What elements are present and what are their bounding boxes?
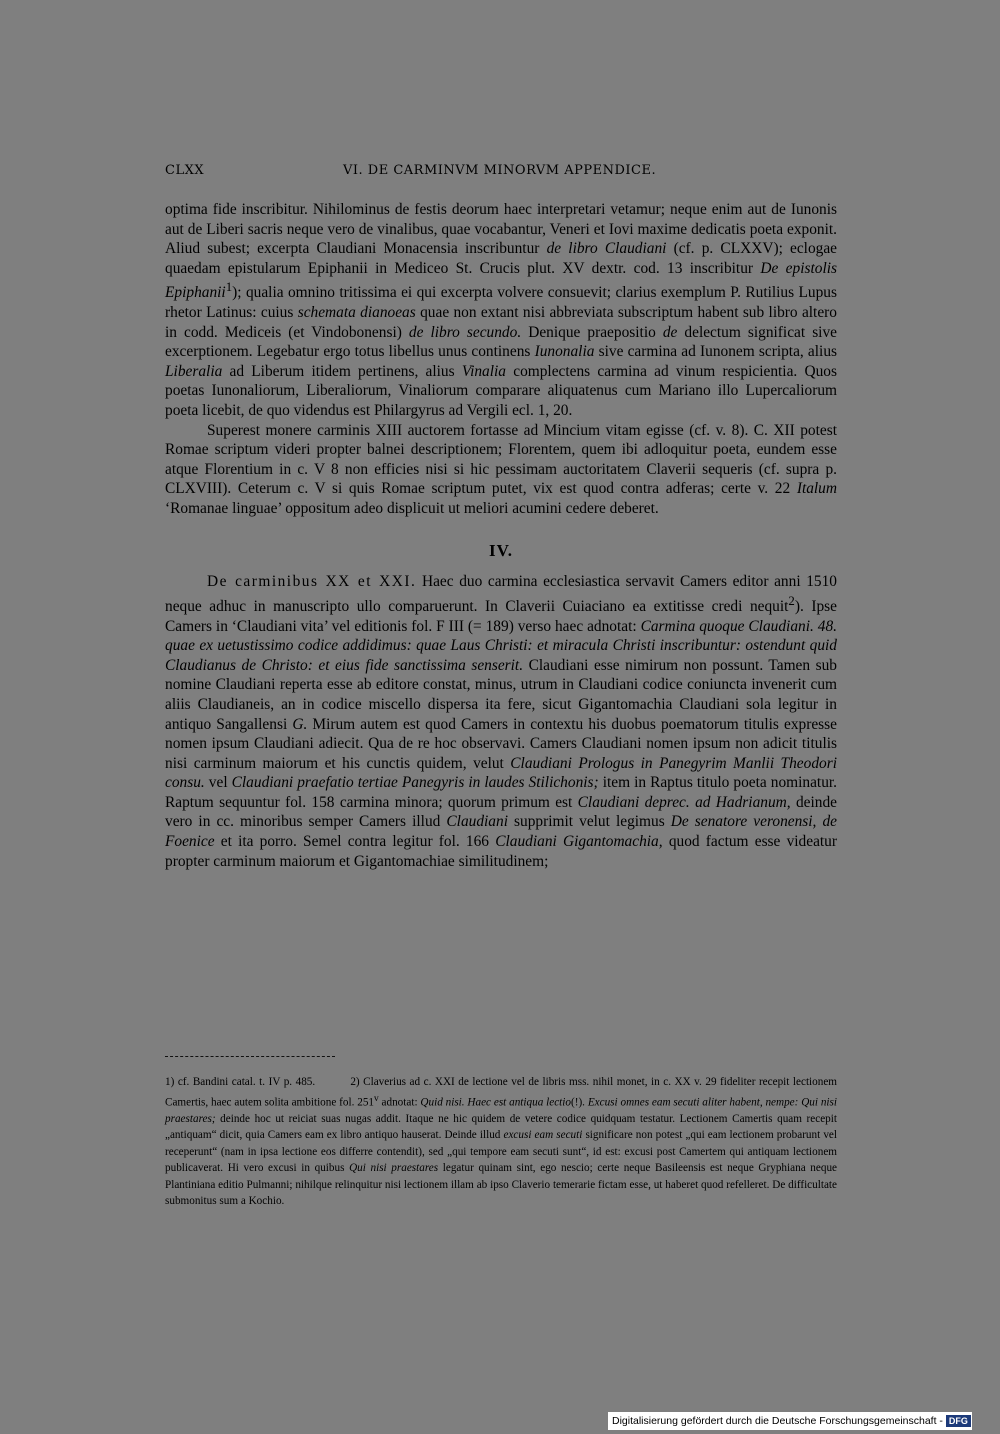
section-heading: IV.: [489, 540, 513, 560]
italic-run: De epistolis Epiphanii: [165, 259, 837, 302]
text-run: Haec duo carmina ecclesiastica servavit Camers editor anni 1510 neque adhuc in manuscripto ullo comparuerunt. In Claverii Cuiaciano ea extitisse credi nequit: [165, 573, 837, 615]
italic-run: Quid nisi. Haec est antiqua lectio: [420, 1096, 571, 1109]
italic-run: G.: [292, 715, 308, 733]
text-run: item in Raptus titulo poeta nominatur. Raptum sequuntur fol. 158 carmina minora; quorum primum est: [165, 774, 838, 811]
text-run: deinde vero in cc. minoribus semper Camers illud: [165, 793, 837, 831]
italic-run: Iunonalia: [534, 343, 595, 361]
paragraph-1: [165, 200, 837, 421]
text-run: ); qualia omnino tritissima ei qui excerpta volvere consuevit; clarius exemplum P. Rutilius Lupus rhetor Latinus: cuius: [165, 284, 837, 322]
italic-run: Claudiani praefatio tertiae Panegyris in laudes Stilichonis;: [231, 774, 599, 792]
text-run: Mirum autem est quod Camers in contextu his duobus poematorum titulis expresse nomen ipsum Claudiani adiecit. Qua de re hoc observavi. Camers Claudiani nomen ipsum non adicit titulis nisi carminum maiorum et his cunctis quidem, velut: [165, 715, 837, 772]
footnote-divider: [165, 1056, 335, 1057]
italic-run: de libro Claudiani: [546, 240, 667, 258]
text-run: vel: [204, 774, 232, 792]
text-run: legatur quinam sint, ego nescio; certe neque Basileensis est neque Gryphiana neque Plantiniana editio Pulmanni; nihilque relinquitur nisi lectionem illam ab ipso Claverio temerarie fictam esse, ut haberet quod refelleret. De difficultate submonitus sum a Kochio.: [165, 1162, 838, 1208]
italic-run: Claudiani: [446, 813, 508, 831]
italic-run: Italum: [796, 480, 837, 498]
main-text: [165, 200, 837, 871]
superscript: v: [374, 1093, 379, 1104]
italic-run: Vinalia: [461, 362, 507, 380]
text-run: deinde hoc ut reiciat suas nugas addit. Itaque ne hic quidem de vetere codice quidquam testatur. Lectionem Camertis quam recepit „antiquam“ dicit, quia Camers eam ex libro antiquo hauserat. Deinde illud: [165, 1112, 837, 1142]
text-run: quae non extant nisi abbreviata subscriptum habent sub libro altero in codd. Mediceis (et Vindobonensi): [165, 304, 837, 341]
text-run: adnotat:: [378, 1096, 421, 1109]
text-run: sive carmina ad Iunonem scripta, alius: [594, 343, 837, 361]
text-run: (cf. p. CLXXV); eclogae quaedam epistularum Epiphanii in Mediceo St. Crucis plut. XV dextr. cod. 13 inscribitur: [165, 240, 838, 277]
dfg-logo: DFG: [946, 1415, 971, 1427]
footnote-2: 2) Claverius ad c. XXI de lectione vel de libris mss. nihil monet, in c. XX v. 29 fideliter recepit lectionem Camertis, haec autem solita ambitione fol. 251: [165, 1076, 838, 1109]
italic-run: Claudiani Gigantomachia,: [495, 833, 663, 851]
footnote-ref[interactable]: 1: [225, 280, 233, 295]
footnote-block: [165, 1074, 837, 1210]
text-run: (!).: [571, 1096, 588, 1109]
text-run: Claudiani esse nimirum non possunt. Tamen sub nomine Claudiani reperta esse ab editore constat, minus, utrum in Claudiani codice coniuncta invenerit cum aliis Claudianeis, an in codice miscello dispersa ita fere, sicut Gigantomachia Claudiani sola legitur in antiquo Sangallensi: [165, 656, 837, 733]
italic-run: Excusi omnes eam secuti aliter habent, nempe: Qui nisi praestares;: [165, 1096, 837, 1125]
italic-run: Carmina quoque Claudiani. 48. quae ex uetustissimo codice addidimus: quae Laus Christi: et miracula Christi inscribuntur: ostendunt quid Claudianus de Christo: et eius fide sanctissima senserit.: [165, 617, 837, 674]
text-run: ‘Romanae linguae’ oppositum adeo displicuit ut meliori acumini cedere deberet.: [165, 500, 659, 518]
italic-run: de libro secundo.: [408, 323, 522, 341]
footnote-ref[interactable]: 2: [788, 593, 795, 608]
italic-run: de: [662, 323, 678, 341]
text-run: ad Liberum itidem pertinens, alius: [222, 362, 462, 380]
text-run: delectum significat sive excerptionem. Legebatur ergo totus libellus unus continens: [165, 323, 837, 361]
text-run: Superest monere carminis XIII auctorem fortasse ad Mincium vitam egisse (cf. v. 8). C. XII potest Romae scriptum videri propter balnei descriptionem; Florentem, quem ibi adloquitur poeta, eundem esse atque Florentium in c. V 8 non efficies nisi si hic pessimam auctoritatem Claverii sequeris (cf. supra p. CLXVIII). Ceterum c. V si quis Romae scriptum putet, vix est quod contra adferas; certe v. 22: [165, 421, 837, 498]
footnotes: [165, 1074, 837, 1210]
text-run: et ita porro. Semel contra legitur fol. 166: [214, 833, 496, 851]
italic-run: Claudiani deprec. ad Hadrianum,: [577, 793, 791, 811]
text-run: ). Ipse Camers in ‘Claudiani vita’ vel editionis fol. F III (= 189) verso haec adnotat:: [165, 597, 837, 635]
italic-run: Qui nisi praestares: [349, 1162, 439, 1175]
dfg-footer[interactable]: [608, 1412, 972, 1430]
text-run: Denique praepositio: [521, 323, 663, 341]
running-title: VI. DE CARMINVM MINORVM APPENDICE.: [343, 163, 657, 178]
italic-run: schemata dianoeas: [297, 304, 416, 322]
italic-run: Claudiani Prologus in Panegyrim Manlii Theodori consu.: [165, 754, 837, 792]
italic-run: De senatore veronensi, de Foenice: [165, 813, 838, 851]
footnote-1: 1) cf. Bandini catal. t. IV p. 485.: [165, 1076, 316, 1088]
paragraph-2: [165, 421, 837, 519]
text-run: significare non potest „qui eam lectionem probarunt vel receperunt“ (nam in ipsa lectione eos differre contendit), sed „qui tempore eam secuti sunt“, id est: excusi post Camertem qui antiquam lectionem publicaverat. Hi vero excusi in quibus: [165, 1129, 837, 1175]
text-run: complectens carmina ad vinum respicientia. Quos poetas Iunonaliorum, Liberaliorum, Vinaliorum comparare aliquatenus cum Mariano illo Lupercaliorum poeta licebit, de quo videndus est Philargyrus ad Vergili ecl. 1, 20.: [165, 362, 837, 420]
footer-text: Digitalisierung gefördert durch die Deutsche Forschungsgemeinschaft -: [612, 1415, 943, 1427]
text-run: quod factum esse videatur propter carminum maiorum et Gigantomachiae similitudinem;: [165, 833, 838, 870]
page-number: CLXX: [165, 163, 205, 178]
italic-run: Liberalia: [165, 362, 223, 380]
paragraph-3: [165, 572, 837, 871]
italic-run: excusi eam secuti: [503, 1129, 583, 1142]
text-run: supprimit velut legimus: [507, 813, 671, 831]
spaced-heading: De carminibus XX et XXI.: [207, 573, 417, 591]
text-run: optima fide inscribitur. Nihilominus de festis deorum haec interpretari vetamur; neque enim aut de Iunonis aut de Liberi sacris neque vero de vinalibus, quae vocabantur, Veneri et Iovi maxime dedicatis poeta exponit. Aliud subest; excerpta Claudiani Monacensia inscribuntur: [165, 201, 837, 258]
